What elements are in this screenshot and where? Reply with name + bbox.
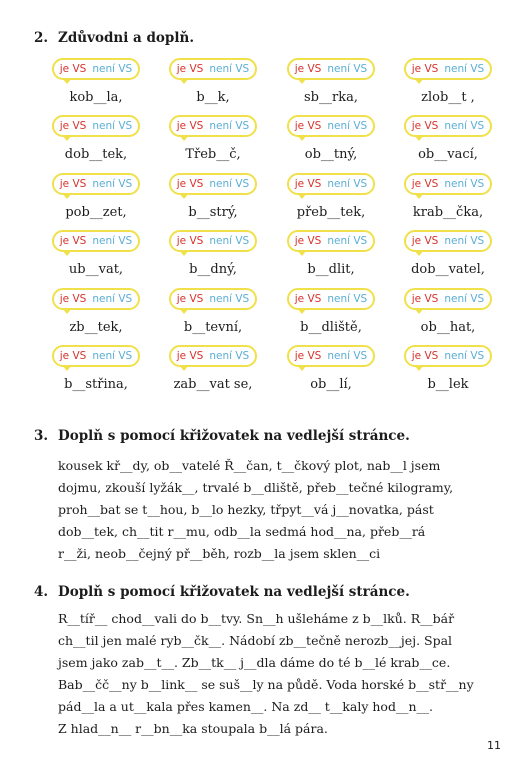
exercise-word: b__dný,	[189, 262, 237, 278]
exercise-item	[169, 230, 277, 286]
vs-choice-bubble[interactable]	[52, 345, 140, 367]
option-neni-vs[interactable]: není VS	[327, 350, 368, 362]
exercise-word: b__dliště,	[300, 319, 362, 335]
option-je-vs[interactable]: je VS	[411, 120, 439, 133]
text-line: R__tíř__ chod__vali do b__tvy. Sn__h ušleháme z b__lků. R__bář	[58, 611, 455, 626]
exercise-word: ob__tný,	[304, 147, 358, 163]
exercise-word: b__k,	[196, 90, 230, 105]
option-neni-vs[interactable]: není VS	[209, 292, 250, 305]
exercise-item	[287, 173, 395, 229]
exercise-item	[404, 230, 512, 286]
exercise-item	[169, 115, 277, 171]
vs-choice-bubble[interactable]	[287, 115, 375, 137]
option-neni-vs[interactable]: není VS	[92, 350, 133, 362]
text-line: pád__la a ut__kala přes kamen__. Na zd__ t__kaly hod__n__.	[58, 699, 433, 714]
section-3-number: 3.	[34, 428, 49, 444]
option-neni-vs[interactable]: není VS	[92, 177, 133, 190]
option-je-vs[interactable]: je VS	[59, 177, 87, 190]
section-3-heading	[34, 428, 410, 444]
exercise-word: ob__vací,	[418, 147, 478, 163]
vs-choice-bubble[interactable]	[404, 115, 492, 137]
option-neni-vs[interactable]: není VS	[92, 235, 133, 248]
exercise-item	[169, 58, 277, 114]
option-je-vs[interactable]: je VS	[411, 350, 439, 362]
exercise-item	[404, 115, 512, 171]
exercise-item	[404, 345, 512, 401]
exercise-item	[52, 173, 160, 229]
option-je-vs[interactable]: je VS	[59, 235, 87, 248]
vs-choice-bubble[interactable]	[169, 173, 257, 195]
vs-choice-bubble[interactable]	[404, 230, 492, 252]
section-4-heading	[34, 584, 410, 600]
exercise-word: krab__čka,	[412, 204, 484, 220]
vs-choice-bubble[interactable]	[404, 58, 492, 80]
exercise-word: ob__hat,	[420, 319, 476, 335]
exercise-item	[169, 173, 277, 229]
exercise-item	[52, 58, 160, 114]
option-neni-vs[interactable]: není VS	[444, 235, 485, 248]
option-je-vs[interactable]: je VS	[411, 235, 439, 248]
exercise-word: ob__lí,	[310, 377, 352, 392]
section-2-title: Zdůvodni a doplň.	[58, 30, 195, 46]
section-2-heading	[34, 30, 194, 46]
option-neni-vs[interactable]: není VS	[444, 120, 485, 133]
section-4-number: 4.	[34, 584, 49, 600]
option-je-vs[interactable]: je VS	[294, 235, 322, 248]
vs-choice-bubble[interactable]	[169, 288, 257, 310]
option-je-vs[interactable]: je VS	[294, 177, 322, 190]
option-neni-vs[interactable]: není VS	[444, 177, 485, 190]
vs-choice-bubble[interactable]	[52, 288, 140, 310]
exercise-word: zab__vat se,	[173, 377, 253, 392]
text-line: dojmu, zkouší lyžák__, trvalé b__dliště, přeb__tečné kilogramy,	[58, 480, 454, 495]
option-je-vs[interactable]: je VS	[176, 177, 204, 190]
vs-choice-bubble[interactable]	[52, 230, 140, 252]
text-line: ch__til jen malé ryb__čk__. Nádobí zb__tečně nerozb__jej. Spal	[58, 633, 453, 648]
vs-choice-bubble[interactable]	[52, 58, 140, 80]
section-4-title: Doplň s pomocí křižovatek na vedlejší stránce.	[58, 584, 410, 600]
option-je-vs[interactable]: je VS	[59, 292, 87, 305]
vs-choice-bubble[interactable]	[169, 230, 257, 252]
option-neni-vs[interactable]: není VS	[209, 350, 250, 362]
exercise-item	[287, 115, 395, 171]
text-line: kousek kř__dy, ob__vatelé Ř__čan, t__čkový plot, nab__l jsem	[58, 458, 441, 473]
text-line: jsem jako zab__t__. Zb__tk__ j__dla dáme do té b__lé krab__ce.	[58, 655, 451, 670]
exercise-item	[287, 58, 395, 114]
vs-choice-bubble[interactable]	[169, 345, 257, 367]
exercise-word: b__tevní,	[183, 319, 243, 335]
exercise-word: zb__tek,	[69, 319, 123, 335]
option-je-vs[interactable]: je VS	[176, 292, 204, 305]
option-je-vs[interactable]: je VS	[411, 177, 439, 190]
vs-choice-bubble[interactable]	[169, 58, 257, 80]
vs-choice-bubble[interactable]	[52, 173, 140, 195]
exercise-word: ub__vat,	[68, 262, 124, 278]
option-je-vs[interactable]: je VS	[294, 350, 322, 362]
option-neni-vs[interactable]: není VS	[92, 63, 133, 75]
text-line: r__ži, neob__čejný př__běh, rozb__la jsem sklen__ci	[58, 546, 381, 561]
text-line: Z hlad__n__ r__bn__ka stoupala b__lá pára.	[58, 721, 328, 736]
option-je-vs[interactable]: je VS	[411, 292, 439, 305]
option-je-vs[interactable]: je VS	[59, 350, 87, 362]
option-neni-vs[interactable]: není VS	[209, 235, 250, 248]
option-je-vs[interactable]: je VS	[59, 120, 87, 133]
option-neni-vs[interactable]: není VS	[444, 350, 485, 362]
option-je-vs[interactable]: je VS	[176, 63, 204, 75]
option-neni-vs[interactable]: není VS	[327, 177, 368, 190]
exercise-item	[52, 345, 160, 401]
exercise-word: přeb__tek,	[296, 204, 366, 220]
option-neni-vs[interactable]: není VS	[327, 120, 368, 133]
section-2-number: 2.	[34, 30, 49, 46]
section-4-text	[58, 608, 498, 740]
vs-choice-bubble[interactable]	[287, 288, 375, 310]
exercise-item	[52, 115, 160, 171]
exercise-item	[287, 345, 395, 401]
section-3-text	[58, 455, 498, 565]
text-line: Bab__čč__ny b__link__ se suš__ly na půdě. Voda horské b__stř__ny	[58, 677, 474, 692]
option-neni-vs[interactable]: není VS	[327, 235, 368, 248]
exercise-item	[404, 288, 512, 344]
option-je-vs[interactable]: je VS	[294, 292, 322, 305]
exercise-item	[287, 230, 395, 286]
option-neni-vs[interactable]: není VS	[327, 63, 368, 75]
text-line: dob__tek, ch__tit r__mu, odb__la sedmá hod__na, přeb__rá	[58, 524, 426, 539]
exercise-item	[287, 288, 395, 344]
exercise-item	[404, 58, 512, 114]
option-je-vs[interactable]: je VS	[176, 120, 204, 133]
vs-choice-bubble[interactable]	[52, 115, 140, 137]
exercise-word: dob__tek,	[64, 147, 128, 163]
option-neni-vs[interactable]: není VS	[92, 292, 133, 305]
vs-choice-bubble[interactable]	[287, 173, 375, 195]
exercise-word: Třeb__č,	[185, 147, 241, 163]
exercise-word: pob__zet,	[65, 204, 127, 220]
vs-choice-bubble[interactable]	[404, 345, 492, 367]
option-je-vs[interactable]: je VS	[294, 120, 322, 133]
exercise-item	[52, 230, 160, 286]
option-neni-vs[interactable]: není VS	[209, 120, 250, 133]
exercise-word: dob__vatel,	[411, 262, 485, 278]
option-je-vs[interactable]: je VS	[294, 63, 322, 75]
option-neni-vs[interactable]: není VS	[209, 63, 250, 75]
exercise-word: b__dlit,	[307, 262, 355, 278]
option-je-vs[interactable]: je VS	[176, 235, 204, 248]
vs-choice-bubble[interactable]	[404, 173, 492, 195]
option-neni-vs[interactable]: není VS	[444, 63, 485, 75]
option-je-vs[interactable]: je VS	[59, 63, 87, 75]
exercise-item	[52, 288, 160, 344]
vs-choice-bubble[interactable]	[287, 230, 375, 252]
exercise-word: kob__la,	[69, 90, 123, 105]
exercise-item	[404, 173, 512, 229]
exercise-word: b__střina,	[64, 377, 128, 392]
text-line: proh__bat se t__hou, b__lo hezky, třpyt__vá j__novatka, pást	[58, 502, 434, 517]
vs-choice-bubble[interactable]	[404, 288, 492, 310]
vs-choice-bubble[interactable]	[287, 345, 375, 367]
vs-choice-bubble[interactable]	[169, 115, 257, 137]
option-je-vs[interactable]: je VS	[411, 63, 439, 75]
exercise-word: b__strý,	[188, 204, 238, 220]
exercise-item	[169, 288, 277, 344]
page-number: 11	[487, 739, 501, 752]
option-neni-vs[interactable]: není VS	[209, 177, 250, 190]
option-je-vs[interactable]: je VS	[176, 350, 204, 362]
exercise-item	[169, 345, 277, 401]
option-neni-vs[interactable]: není VS	[92, 120, 133, 133]
section-3-title: Doplň s pomocí křižovatek na vedlejší stránce.	[58, 428, 410, 444]
exercise-word: b__lek	[427, 377, 469, 392]
exercise-word: zlob__t ,	[421, 90, 475, 105]
option-neni-vs[interactable]: není VS	[444, 292, 485, 305]
exercise-word: sb__rka,	[304, 90, 358, 105]
option-neni-vs[interactable]: není VS	[327, 292, 368, 305]
vs-choice-bubble[interactable]	[287, 58, 375, 80]
